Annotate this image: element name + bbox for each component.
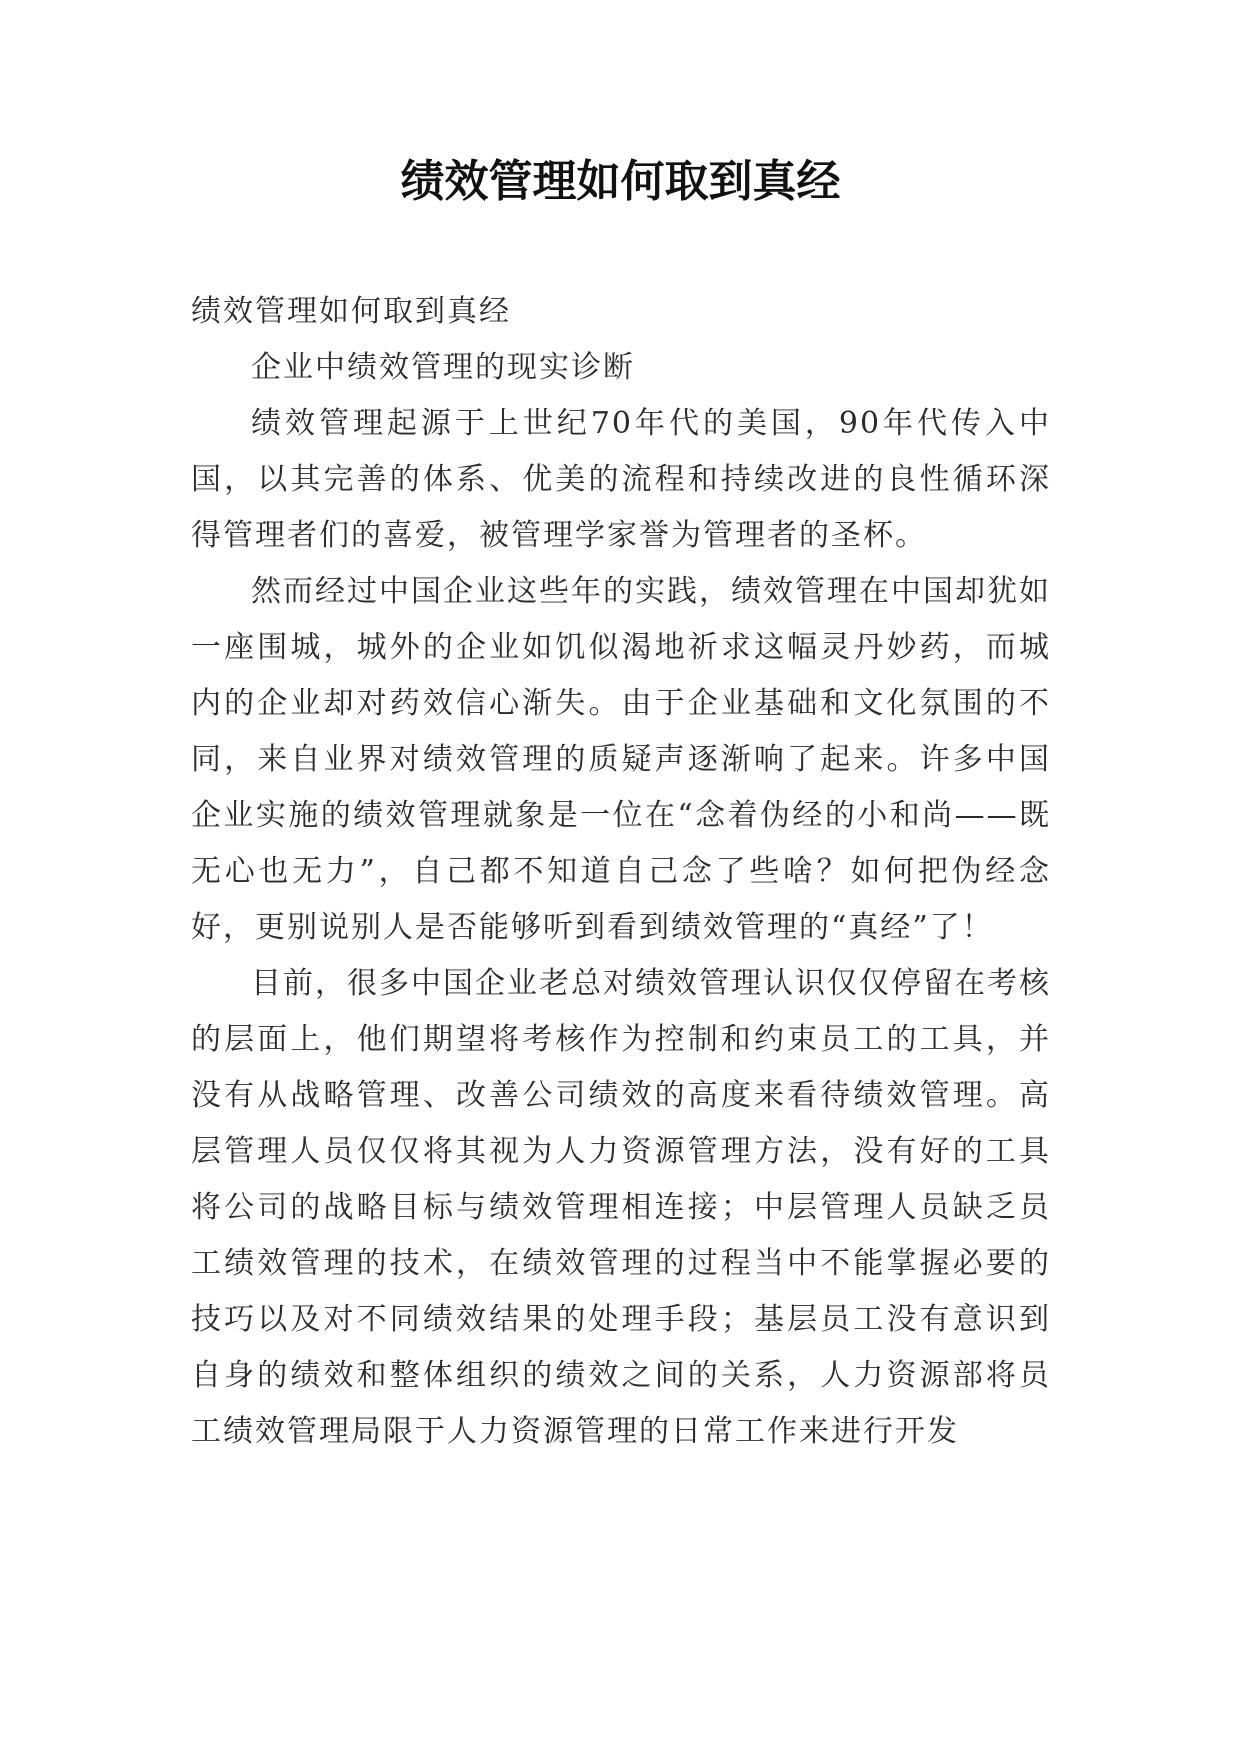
paragraph: 目前，很多中国企业老总对绩效管理认识仅仅停留在考核的层面上，他们期望将考核作为控制和约束员工的工具，并没有从战略管理、改善公司绩效的高度来看待绩效管理。高层管理人员仅仅将其视为人力资源管理方法，没有好的工具将公司的战略目标与绩效管理相连接；中层管理人员缺乏员工绩效管理的技术，在绩效管理的过程当中不能掌握必要的技巧以及对不同绩效结果的处理手段；基层员工没有意识到自身的绩效和整体组织的绩效之间的关系，人力资源部将员工绩效管理局限于人力资源管理的日常工作来进行开发 (191, 966, 1051, 1449)
document-title: 绩效管理如何取到真经 (400, 156, 841, 207)
paragraph: 绩效管理起源于上世纪70年代的美国，90年代传入中国，以其完善的体系、优美的流程和持续改进的良性循环深得管理者们的喜爱，被管理学家誉为管理者的圣杯。 (191, 406, 1051, 553)
document-body (191, 284, 1051, 1460)
lead-line: 绩效管理如何取到真经 (191, 294, 511, 329)
paragraph: 然而经过中国企业这些年的实践，绩效管理在中国却犹如一座围城，城外的企业如饥似渴地祈求这幅灵丹妙药，而城内的企业却对药效信心渐失。由于企业基础和文化氛围的不同，来自业界对绩效管理的质疑声逐渐响了起来。许多中国企业实施的绩效管理就象是一位在“念着伪经的小和尚——既无心也无力”，自己都不知道自己念了些啥？如何把伪经念好，更别说别人是否能够听到看到绩效管理的“真经”了！ (191, 574, 1051, 945)
section-heading: 企业中绩效管理的现实诊断 (251, 350, 635, 385)
